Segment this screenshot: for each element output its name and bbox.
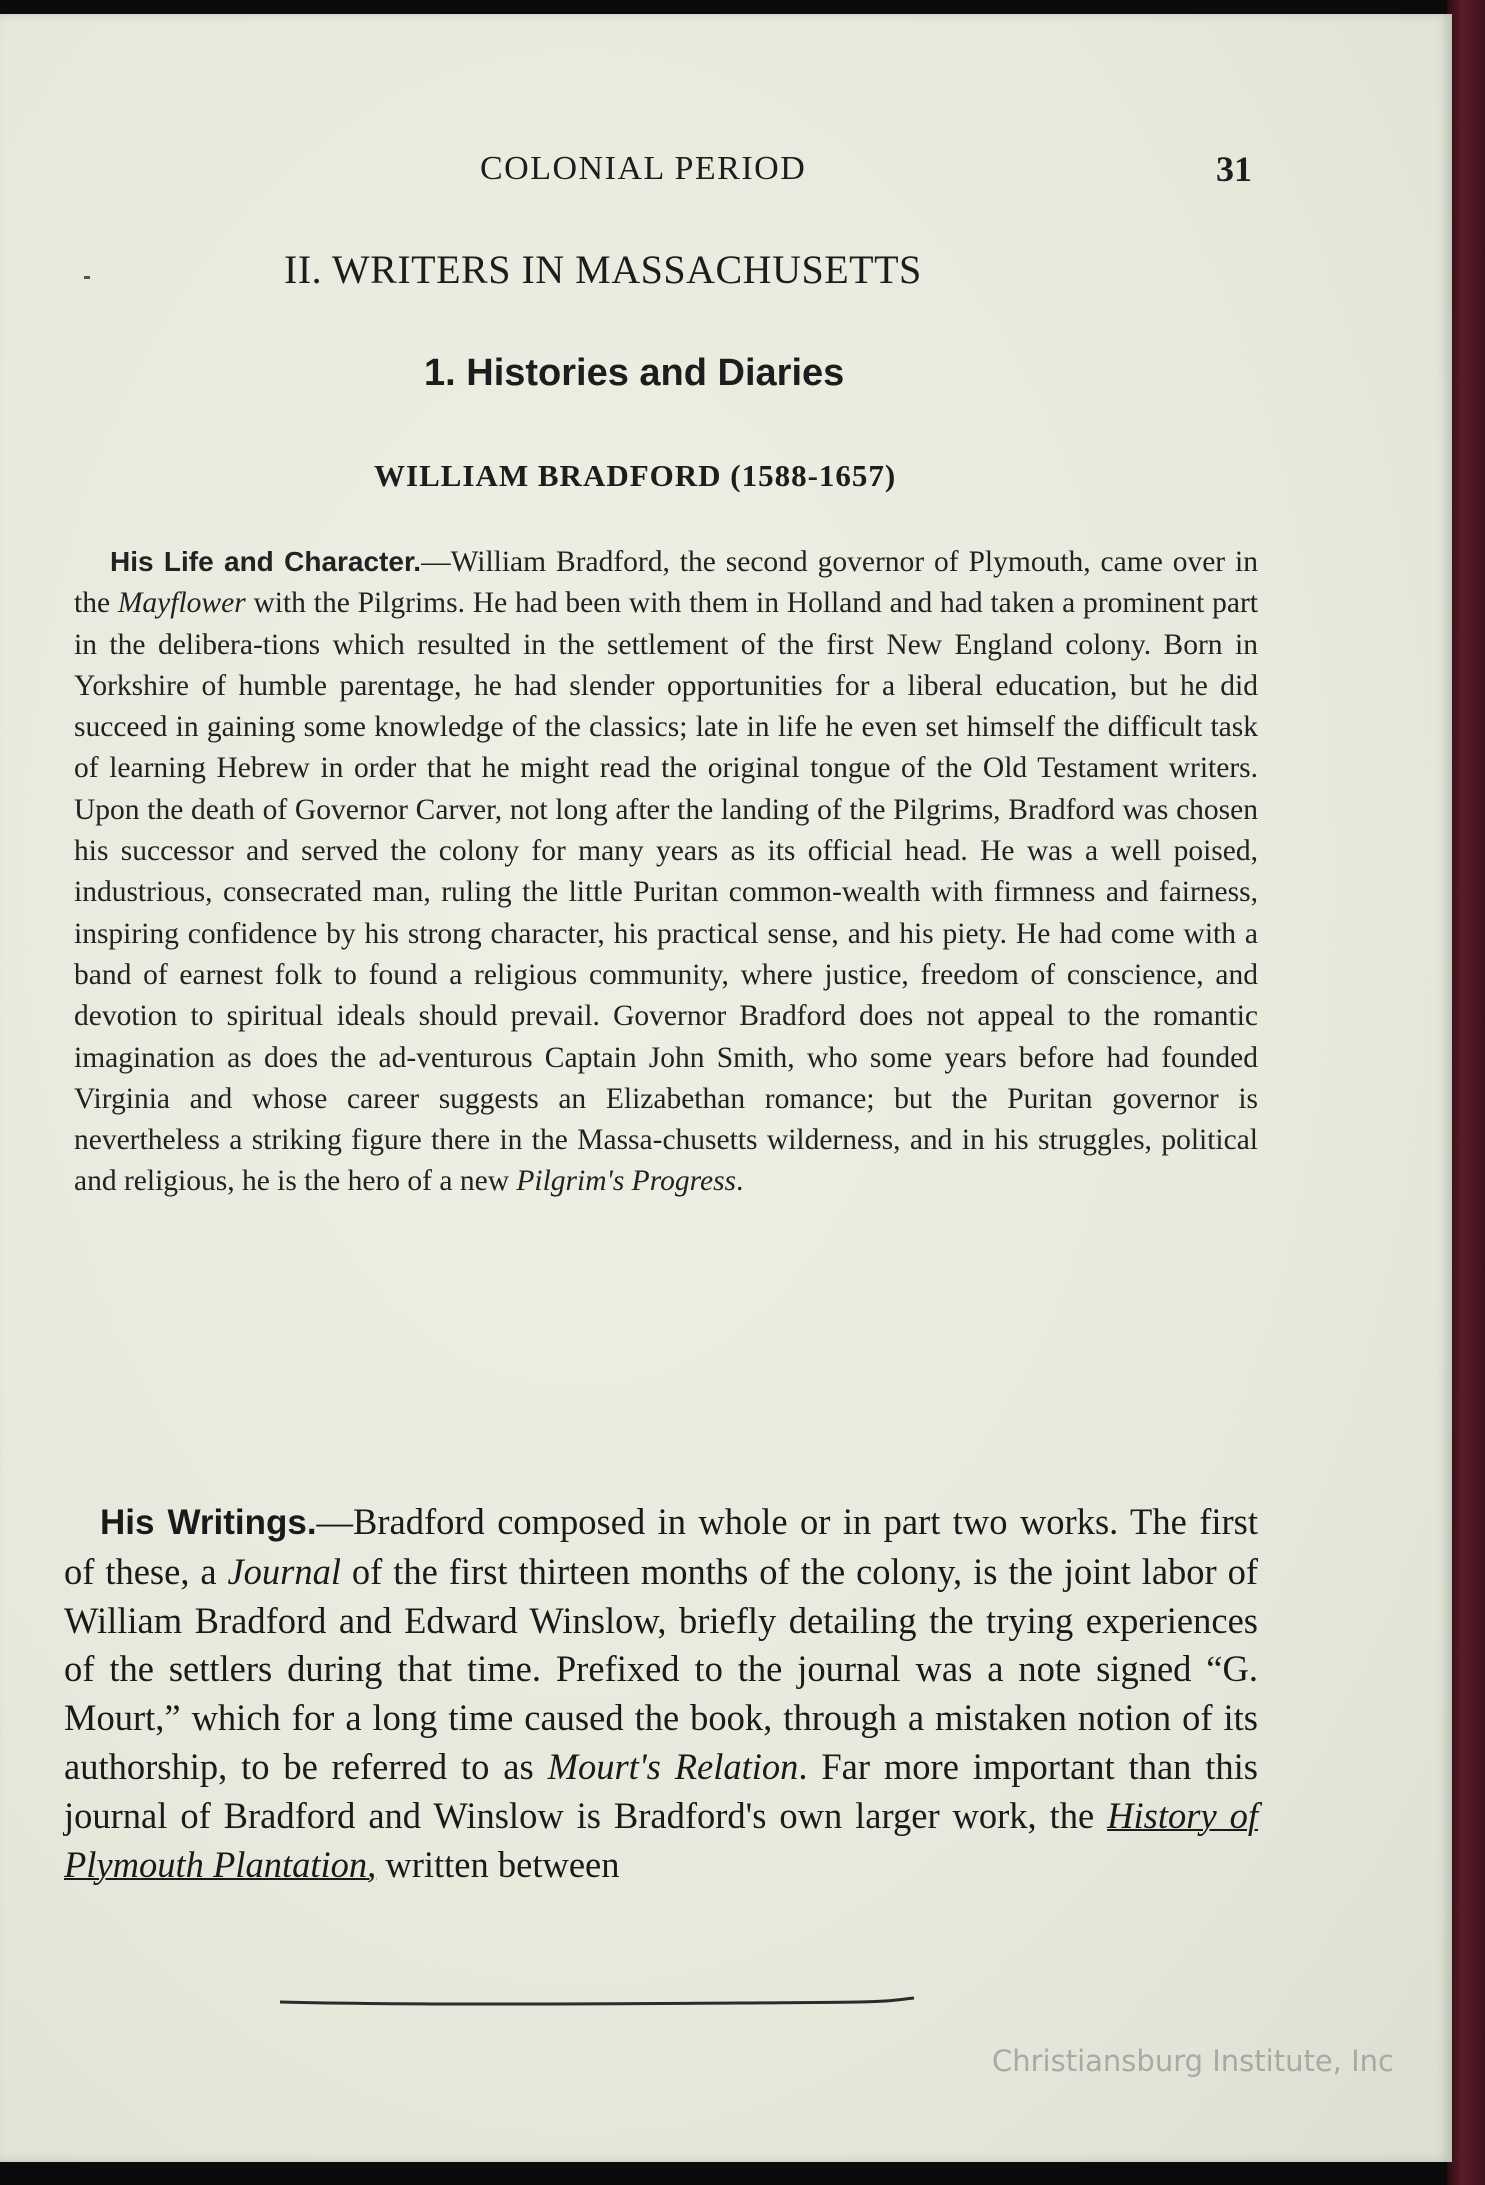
book-title: Pilgrim's Progress [516, 1165, 737, 1198]
history-title: History of Plymouth Plantation, [64, 1794, 1258, 1885]
stray-mark [84, 276, 90, 279]
writings-text-2: of the first thirteen months of the colony, is the joint labor of William Bradford and Edward Winslow, briefly detailing the trying experiences of the settlers during that time. Prefixed to the journal was a note signed “G. Mourt,” which for a long time caused the book, through a mistaken notion of its authorship, to be referred to as [64, 1550, 1258, 1787]
pencil-underline [278, 1994, 918, 2008]
life-and-character-paragraph [74, 541, 1258, 1203]
subsection-heading: 1. Histories and Diaries [424, 352, 845, 394]
life-text-2: with the Pilgrims. He had been with them in Holland and had taken a prominent part in the delibera-tions which resulted in the settlement of the first New England colony. Born in Yorkshire of humble parentage, he had slender opportunities for a liberal education, but he did succeed in gaining some knowledge of the classics; late in life he even set himself the difficult task of learning Hebrew in order that he might read the original tongue of the Old Testament writers. Upon the death of Governor Carver, not long after the landing of the Pilgrims, Bradford was chosen his successor and served the colony for many years as its official head. He was a well poised, industrious, consecrated man, ruling the little Puritan common-wealth with firmness and fairness, inspiring confidence by his strong character, his practical sense, and his piety. He had come with a band of earnest folk to found a religious community, where justice, freedom of conscience, and devotion to spiritual ideals should prevail. Governor Bradford does not appeal to the romantic imagination as does the ad-venturous Captain John Smith, who some years before had founded Virginia and whose career suggests an Elizabethan romance; but the Puritan governor is nevertheless a striking figure there in the Massa-chusetts wilderness, and in his struggles, political and religious, he is the hero of a new [74, 587, 1258, 1198]
book-spine-edge [1447, 0, 1485, 2185]
life-lead: His Life and Character. [110, 546, 422, 577]
journal-title: Journal [227, 1550, 342, 1592]
writings-text-1: —Bradford composed in whole or in part two works. The first of these, a [64, 1501, 1258, 1592]
page-number: 31 [1216, 149, 1252, 189]
relation-title: Mourt's Relation [547, 1745, 799, 1787]
ship-name: Mayflower [117, 587, 246, 620]
writings-text-4: written between [376, 1843, 620, 1885]
author-heading: WILLIAM BRADFORD (1588-1657) [374, 458, 897, 493]
writings-paragraph [64, 1498, 1258, 1889]
life-text-3: . [736, 1165, 744, 1198]
watermark: Christiansburg Institute, Inc [992, 2044, 1394, 2078]
running-title: COLONIAL PERIOD [480, 150, 807, 187]
book-page [0, 14, 1452, 2162]
writings-lead: His Writings. [100, 1503, 317, 1542]
writings-text-3: . Far more important than this journal of Bradford and Winslow is Bradford's own larger work, the [64, 1745, 1259, 1836]
running-head [0, 142, 1452, 192]
section-heading: II. WRITERS IN MASSACHUSETTS [284, 247, 922, 292]
life-text-1: —William Bradford, the second governor of Plymouth, came over in the [74, 546, 1258, 620]
